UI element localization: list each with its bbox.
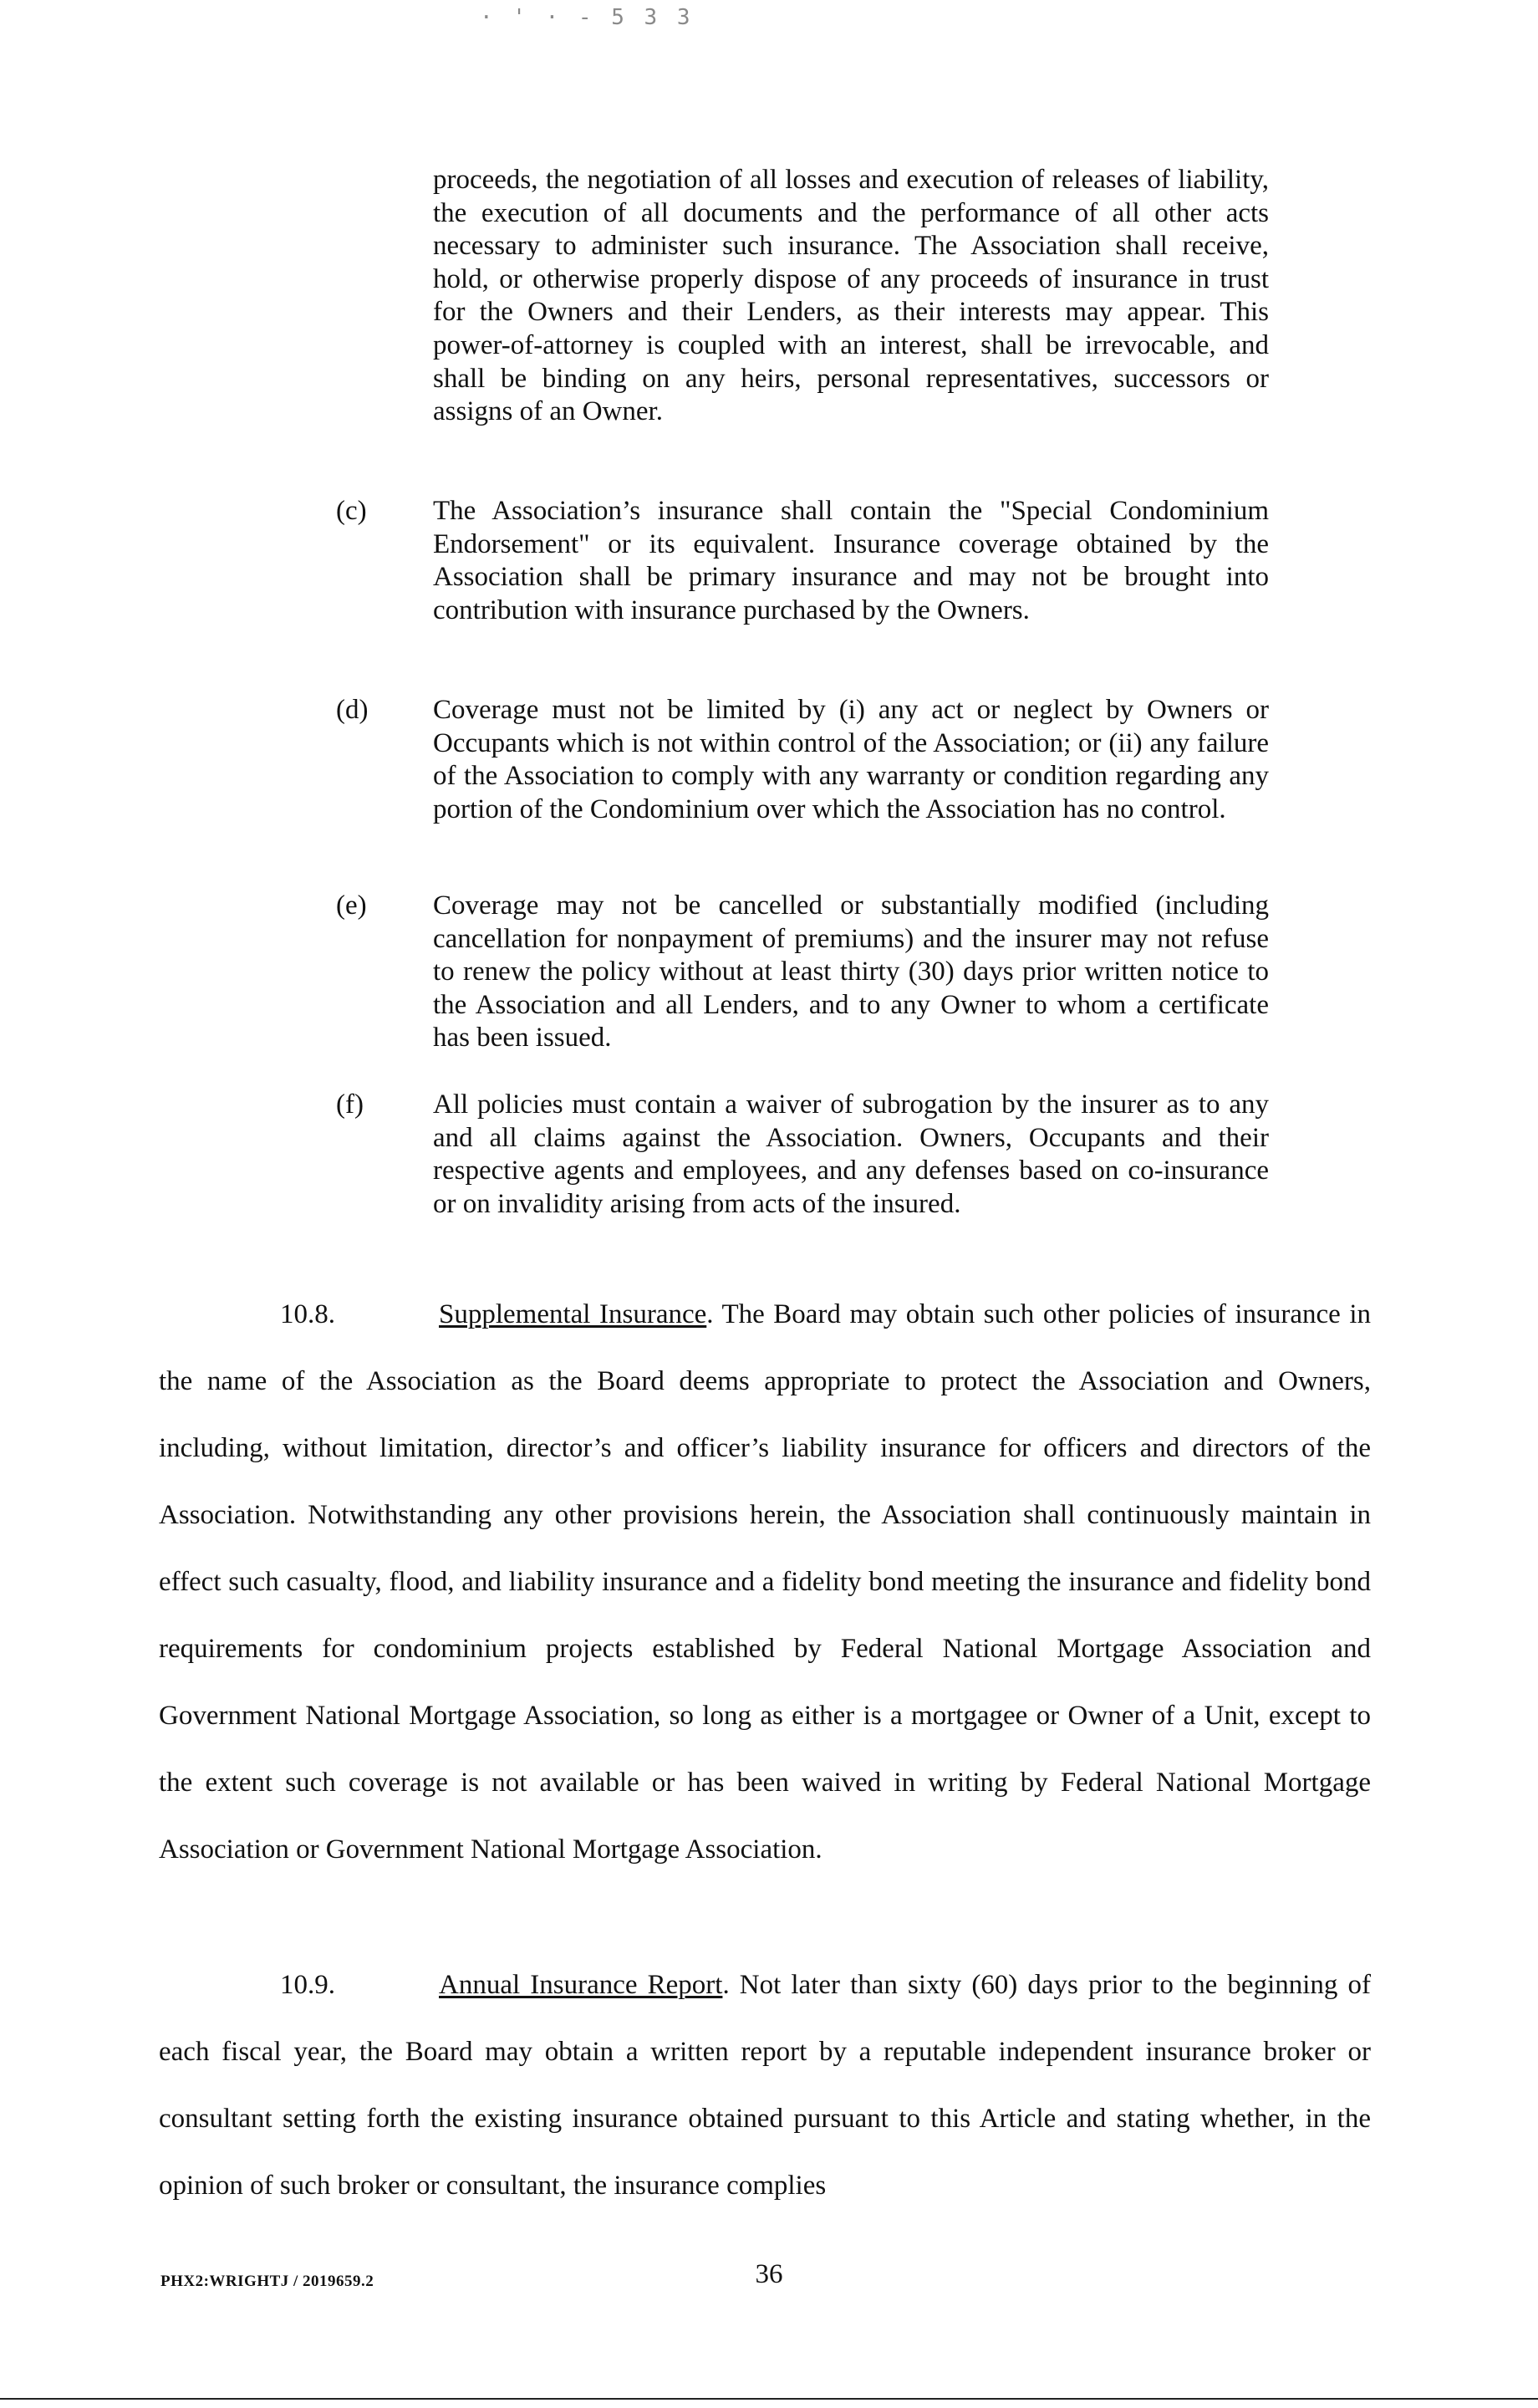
section-body: . Not later than sixty (60) days prior to the beginning of each fiscal year, the Board may obtain a written report by a reputable independent insurance broker or consultant setting forth the existing insurance obtained pursuant to this Article and stating whether, in the opinion of such broker or consultant, the insurance complies xyxy=(159,1970,1371,2201)
section-body: . The Board may obtain such other policies of insurance in the name of the Association as the Board deems appropriate to protect the Association and Owners, including, without limitation, director’s and officer’s liability insurance for officers and directors of the Association. Notwithstanding any other provisions herein, the Association shall continuously maintain in effect such casualty, flood, and liability insurance and a fidelity bond meeting the insurance and fidelity bond requirements for condominium projects established by Federal National Mortgage Association and Government National Mortgage Association, so long as either is a mortgagee or Owner of a Unit, except to the extent such coverage is not available or has been waived in writing by Federal National Mortgage Association or Government National Mortgage Association. xyxy=(159,1299,1371,1865)
section-heading: Supplemental Insurance xyxy=(439,1299,707,1329)
page-number: 36 xyxy=(755,2259,783,2289)
list-item-label: (e) xyxy=(336,890,367,921)
list-item-label: (c) xyxy=(336,496,367,526)
footer-document-id: PHX2:WRIGHTJ / 2019659.2 xyxy=(160,2273,374,2290)
list-item-text: Coverage may not be cancelled or substantially modified (including cancellation for nonpayment of premiums) and the insurer may not refuse to renew the policy without at least thirty (30) days prior written notice to the Association and all Lenders, and to any Owner to whom a certificate has been issued. xyxy=(433,890,1269,1054)
section-10-9 xyxy=(159,1951,1371,2219)
section-number: 10.8. xyxy=(280,1299,335,1329)
scan-stamp: · ' · - 5 3 3 xyxy=(480,5,694,30)
list-item-text: Coverage must not be limited by (i) any act or neglect by Owners or Occupants which is not within control of the Association; or (ii) any failure of the Association to comply with any warranty or condition regarding any portion of the Condominium over which the Association has no control. xyxy=(433,695,1269,824)
bottom-scan-edge xyxy=(0,2398,1538,2400)
list-item-text: All policies must contain a waiver of subrogation by the insurer as to any and all claims against the Association. Owners, Occupants and their respective agents and employees, and any defenses based on co-insurance or on invalidity arising from acts of the insured. xyxy=(433,1089,1269,1219)
list-item-text: The Association’s insurance shall contain the "Special Condominium Endorsement" or its equivalent. Insurance coverage obtained by the Association shall be primary insurance and may not be brought into contribution with insurance purchased by the Owners. xyxy=(433,496,1269,625)
list-item-label: (d) xyxy=(336,695,369,725)
section-heading: Annual Insurance Report xyxy=(439,1970,723,2000)
continuation-paragraph: proceeds, the negotiation of all losses and execution of releases of liability, the execution of all documents and the performance of all other acts necessary to administer such insurance. The Association shall receive, hold, or otherwise properly dispose of any proceeds of insurance in trust for the Owners and their Lenders, as their interests may appear. This power-of-attorney is coupled with an interest, shall be irrevocable, and shall be binding on any heirs, personal representatives, successors or assigns of an Owner. xyxy=(433,165,1269,427)
list-item-label: (f) xyxy=(336,1089,364,1120)
section-number: 10.9. xyxy=(280,1970,335,2000)
section-10-8 xyxy=(159,1281,1371,1883)
